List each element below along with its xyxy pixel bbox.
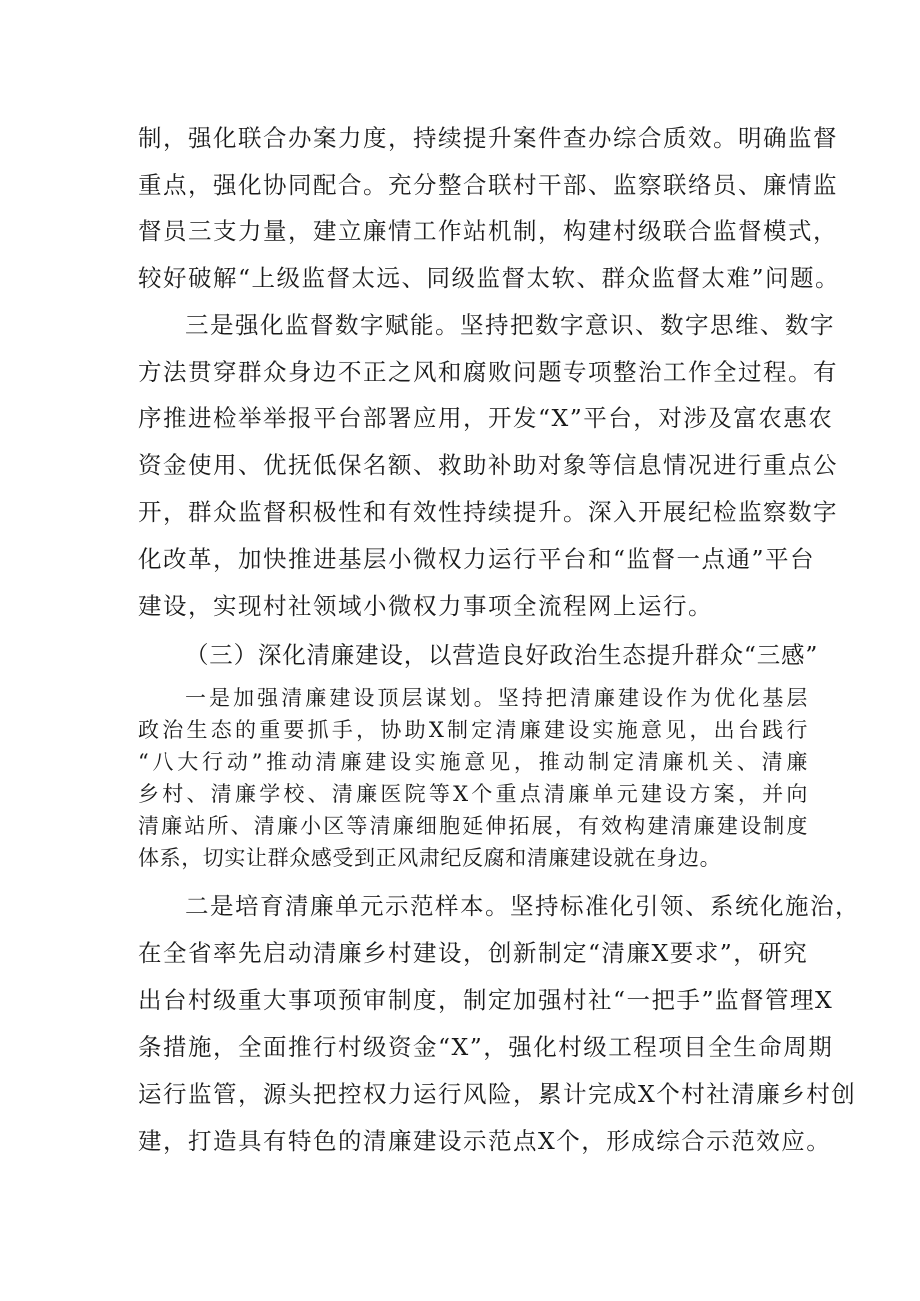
text-line: 三是强化监督数字赋能。坚持把数字意识、数字思维、数字 [185,311,835,339]
text-line: 出台村级重大事项预审制度，制定加强村社“一把手”监督管理X [138,986,834,1014]
text-line: 乡村、清廉学校、清廉医院等X个重点清廉单元建设方案，并向 [138,782,808,806]
text-line: 在全省率先启动清廉乡村建设，创新制定“清廉X要求”，研究 [138,939,809,967]
text-line: 建设，实现村社领域小微权力事项全流程网上运行。 [138,592,713,620]
section-heading: （三）深化清廉建设，以营造良好政治生态提升群众“三感” [185,641,819,669]
text-line: 清廉站所、清廉小区等清廉细胞延伸拓展，有效构建清廉建设制度 [138,814,808,838]
text-line: 化改革，加快推进基层小微权力运行平台和“监督一点通”平台 [138,545,816,573]
text-line: 运行监管，源头把控权力运行风险，累计完成X个村社清廉乡村创 [138,1080,857,1108]
text-line: 建，打造具有特色的清廉建设示范点X个，形成综合示范效应。 [138,1127,832,1155]
text-line: 较好破解“上级监督太远、同级监督太软、群众监督太难”问题。 [138,264,841,292]
text-line: 制，强化联合办案力度，持续提升案件查办综合质效。明确监督 [138,124,838,152]
text-line: 序推进检举举报平台部署应用，开发“X”平台，对涉及富农惠农 [138,404,834,432]
text-line: 资金使用、优抚低保名额、救助补助对象等信息情况进行重点公 [138,451,838,479]
text-line: 政治生态的重要抓手，协助X制定清廉建设实施意见，出台践行 [138,718,808,742]
text-line: 督员三支力量，建立廉情工作站机制，构建村级联合监督模式， [138,217,838,245]
text-line: 条措施，全面推行村级资金“X”，强化村级工程项目全生命周期 [138,1033,834,1061]
text-line: “八大行动”推动清廉建设实施意见，推动制定清廉机关、清廉 [138,750,808,774]
text-line: 体系，切实让群众感受到正风肃纪反腐和清廉建设就在身边。 [138,846,722,870]
text-line: 重点，强化协同配合。充分整合联村干部、监察联络员、廉情监 [138,171,838,199]
text-line: 二是培育清廉单元示范样本。坚持标准化引领、系统化施治， [185,892,860,920]
text-line: 一是加强清廉建设顶层谋划。坚持把清廉建设作为优化基层 [185,686,808,710]
text-line: 开，群众监督积极性和有效性持续提升。深入开展纪检监察数字 [138,498,838,526]
text-line: 方法贯穿群众身边不正之风和腐败问题专项整治工作全过程。有 [138,358,838,386]
